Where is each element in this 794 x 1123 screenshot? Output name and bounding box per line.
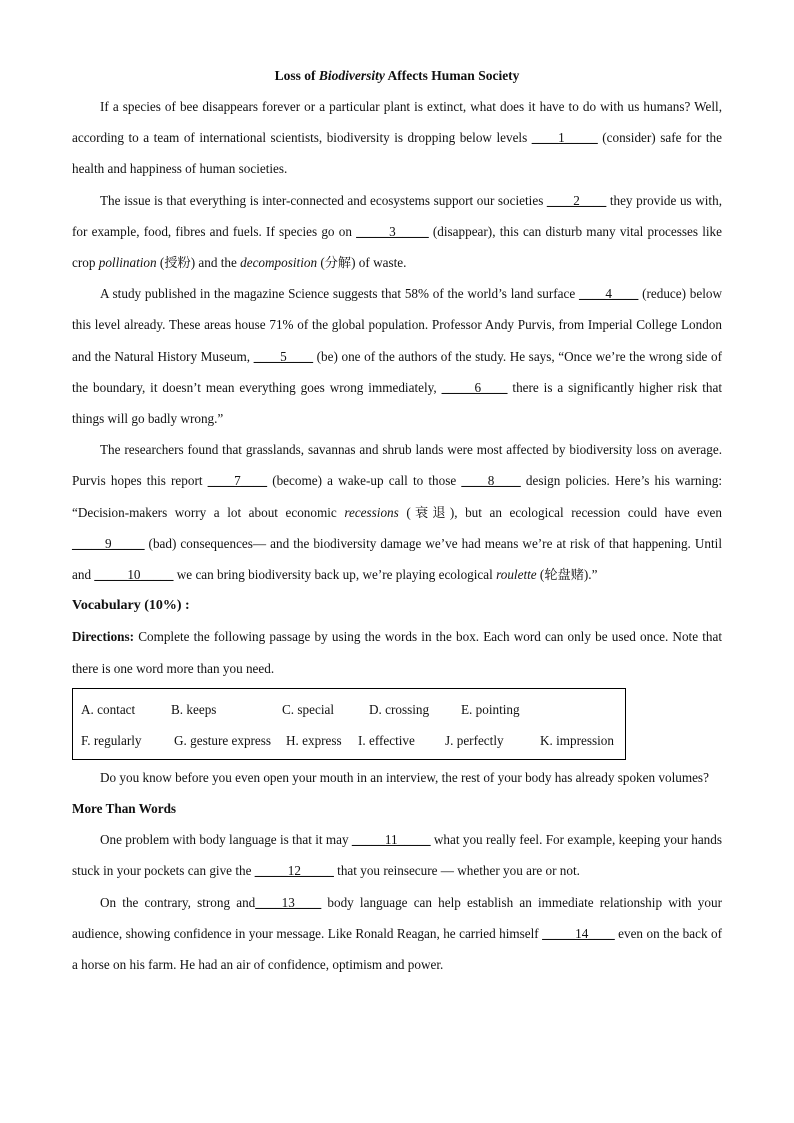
option-d: D. crossing: [369, 701, 430, 717]
option-e: E. pointing: [461, 701, 520, 717]
blank-7[interactable]: ____7____: [207, 473, 268, 489]
paragraph-7: On the contrary, strong and____13____ body language can help establish an immediate relationship with your audience, showing confidence in your message. Like Ronald Reagan, he carried himself _____14____ even on the back of a horse on his farm. He had an air of confidence, optimism and power.: [72, 894, 722, 973]
document-title: Loss of Biodiversity Affects Human Society: [274, 68, 520, 83]
blank-6[interactable]: _____6____: [441, 379, 508, 395]
blank-5[interactable]: ____5____: [253, 348, 314, 364]
option-i: I. effective: [358, 732, 415, 748]
blank-10[interactable]: _____10_____: [94, 567, 174, 583]
option-a: A. contact: [81, 701, 136, 717]
blank-1[interactable]: ____1_____: [531, 130, 598, 146]
blank-9[interactable]: _____9_____: [72, 535, 145, 551]
option-c: C. special: [282, 701, 335, 717]
paragraph-4: The researchers found that grasslands, savannas and shrub lands were most affected by biodiversity loss on average. Purvis hopes this report ____7____ (become) a wake-up call to those ____8____ design policies. Here’s his warning: “Decision-makers worry a lot about economic recessions (衰退), but an ecological recession could have even _____9_____ (bad) consequences— and the biodiversity damage we’ve had means we’re at risk of that happening. Until and _____10_____ we can bring biodiversity back up, we’re playing ecological roulette (轮盘赌).”: [72, 442, 722, 583]
option-h: H. express: [286, 732, 342, 748]
blank-4[interactable]: ____4____: [578, 286, 639, 302]
section-subheading: More Than Words: [72, 801, 177, 817]
option-k: K. impression: [540, 732, 614, 748]
blank-14[interactable]: _____14____: [542, 925, 615, 941]
option-g: G. gesture express: [174, 732, 272, 748]
paragraph-5: Do you know before you even open your mouth in an interview, the rest of your body has already spoken volumes?: [100, 769, 709, 785]
paragraph-6: One problem with body language is that it may _____11_____ what you really feel. For example, keeping your hands stuck in your pockets can give the _____12_____ that you reinsecure — whether you are or not.: [72, 832, 722, 879]
title-italic: Biodiversity: [318, 68, 385, 83]
blank-3[interactable]: _____3_____: [356, 223, 429, 239]
option-j: J. perfectly: [445, 732, 504, 748]
document-page: [72, 60, 722, 980]
blank-8[interactable]: ____8____: [461, 473, 521, 489]
option-b: B. keeps: [171, 701, 217, 717]
vocabulary-heading: Vocabulary (10%) :: [72, 598, 190, 614]
paragraph-2: The issue is that everything is inter-connected and ecosystems support our societies ____2____ they provide us with, for example, food, fibres and fuels. If species go on _____3_____ (disappear), this can disturb many vital processes like crop pollination (授粉) and the decomposition (分解) of waste.: [72, 192, 722, 271]
paragraph-3: A study published in the magazine Science suggests that 58% of the world’s land surface ____4____ (reduce) below this level already. These areas house 71% of the global population. Professor Andy Purvis, from Imperial College London and the Natural History Museum, ____5____ (be) one of the authors of the study. He says, “Once we’re the wrong side of the boundary, it doesn’t mean everything goes wrong immediately, _____6____ there is a significantly higher risk that things will go badly wrong.”: [72, 286, 722, 427]
directions-label: Directions:: [72, 629, 135, 645]
blank-12[interactable]: _____12_____: [254, 863, 334, 879]
directions: Directions: Complete the following passage by using the words in the box. Each word can only be used once. Note that there is one word more than you need.: [72, 629, 722, 676]
option-f: F. regularly: [81, 732, 142, 748]
word-box: [72, 688, 626, 760]
paragraph-1: If a species of bee disappears forever or a particular plant is extinct, what does it have to do with us humans? Well, according to a team of international scientists, biodiversity is dropping below levels ____1_____ (consider) safe for the health and happiness of human societies.: [72, 99, 722, 177]
blank-11[interactable]: _____11_____: [351, 832, 431, 848]
blank-13[interactable]: ____13____: [255, 894, 322, 910]
blank-2[interactable]: ____2____: [546, 192, 607, 208]
